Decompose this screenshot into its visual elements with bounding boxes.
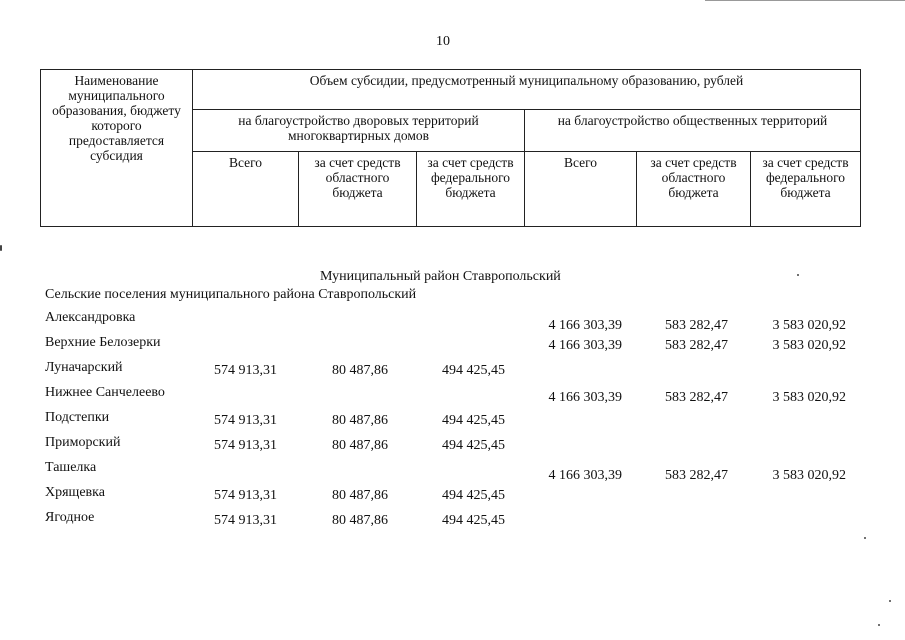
public-federal-value: 3 583 020,92 <box>772 318 846 333</box>
public-regional-value: 583 282,47 <box>665 468 728 483</box>
settlement-name: Верхние Белозерки <box>45 335 161 350</box>
settlement-name: Нижнее Санчелеево <box>45 385 165 400</box>
header-col-public-federal: за счет средств федерального бюджета <box>751 152 861 227</box>
header-col-yards-total: Всего <box>193 152 299 227</box>
yards-regional-value: 80 487,86 <box>332 488 388 503</box>
public-total-value: 4 166 303,39 <box>548 338 622 353</box>
public-total-value: 4 166 303,39 <box>548 390 622 405</box>
header-col-yards-federal: за счет средств федерального бюджета <box>417 152 525 227</box>
scan-speck <box>797 274 799 276</box>
public-regional-value: 583 282,47 <box>665 318 728 333</box>
yards-total-value: 574 913,31 <box>214 413 277 428</box>
settlement-name: Ягодное <box>45 510 95 525</box>
public-total-value: 4 166 303,39 <box>548 468 622 483</box>
header-col-public-total: Всего <box>525 152 637 227</box>
yards-federal-value: 494 425,45 <box>442 513 505 528</box>
public-federal-value: 3 583 020,92 <box>772 390 846 405</box>
subsidy-header-table <box>40 69 861 227</box>
public-federal-value: 3 583 020,92 <box>772 338 846 353</box>
page-number: 10 <box>436 34 450 49</box>
yards-total-value: 574 913,31 <box>214 488 277 503</box>
yards-federal-value: 494 425,45 <box>442 438 505 453</box>
scan-edge-line <box>705 0 905 1</box>
district-title: Муниципальный район Ставропольский <box>320 269 561 284</box>
group-title: Сельские поселения муниципального района Ставропольский <box>45 287 417 302</box>
yards-total-value: 574 913,31 <box>214 513 277 528</box>
scan-speck <box>889 600 891 602</box>
public-regional-value: 583 282,47 <box>665 338 728 353</box>
settlement-name: Луначарский <box>45 360 123 375</box>
public-federal-value: 3 583 020,92 <box>772 468 846 483</box>
yards-regional-value: 80 487,86 <box>332 363 388 378</box>
header-name-column: Наименование муниципального образования, бюджету которого предоставляется субсидия <box>41 70 193 227</box>
yards-federal-value: 494 425,45 <box>442 488 505 503</box>
yards-total-value: 574 913,31 <box>214 438 277 453</box>
yards-federal-value: 494 425,45 <box>442 413 505 428</box>
public-regional-value: 583 282,47 <box>665 390 728 405</box>
header-yards: на благоустройство дворовых территорий многоквартирных домов <box>193 110 525 152</box>
yards-regional-value: 80 487,86 <box>332 513 388 528</box>
public-total-value: 4 166 303,39 <box>548 318 622 333</box>
header-col-public-regional: за счет средств областного бюджета <box>637 152 751 227</box>
yards-total-value: 574 913,31 <box>214 363 277 378</box>
scan-speck <box>864 537 866 539</box>
yards-regional-value: 80 487,86 <box>332 413 388 428</box>
settlement-name: Александровка <box>45 310 136 325</box>
scan-speck <box>878 624 880 626</box>
settlement-name: Ташелка <box>45 460 97 475</box>
scan-speck <box>0 245 2 251</box>
yards-regional-value: 80 487,86 <box>332 438 388 453</box>
yards-federal-value: 494 425,45 <box>442 363 505 378</box>
settlement-name: Хрящевка <box>45 485 105 500</box>
settlement-name: Подстепки <box>45 410 110 425</box>
settlement-name: Приморский <box>45 435 121 450</box>
header-volume: Объем субсидии, предусмотренный муниципальному образованию, рублей <box>193 70 861 110</box>
header-public: на благоустройство общественных территорий <box>525 110 861 152</box>
header-col-yards-regional: за счет средств областного бюджета <box>299 152 417 227</box>
